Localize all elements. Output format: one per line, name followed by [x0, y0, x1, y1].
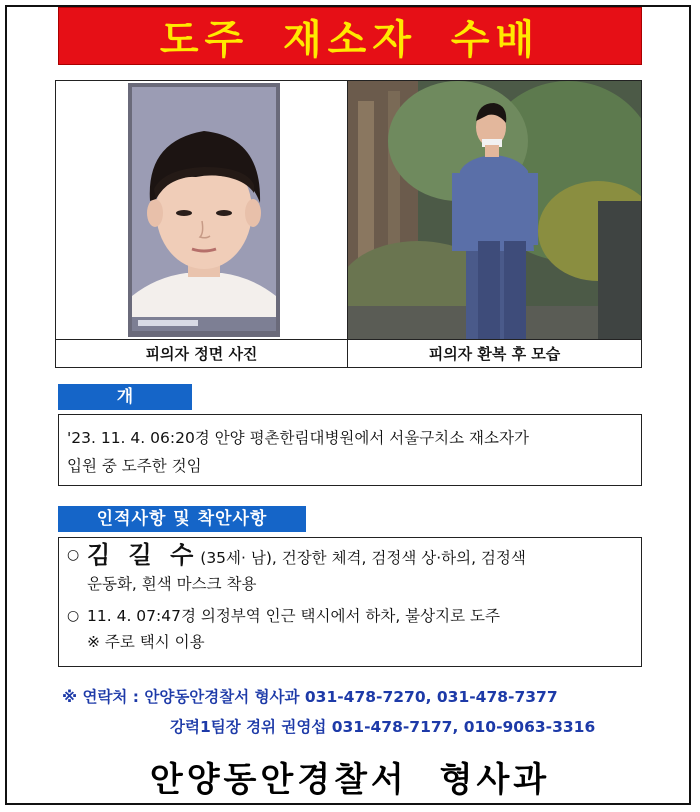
poster-title: 도주 재소자 수배: [159, 16, 541, 63]
photo-caption-row: [56, 339, 641, 367]
front-photo-caption: 피의자 정면 사진: [56, 340, 348, 368]
person-line-2: 운동화, 흰색 마스크 착용: [87, 575, 257, 593]
footer-station: 안양동안경찰서 형사과: [149, 760, 551, 800]
contact-line-1: ※ 연락처 : 안양동안경찰서 형사과 031-478-7270, 031-478-7377: [62, 688, 558, 706]
escape-line-2: ※ 주로 택시 이용: [87, 633, 205, 651]
circle-bullet-icon: ○: [67, 547, 80, 563]
person-line-1: [87, 542, 526, 571]
overview-box: [58, 414, 642, 486]
circle-bullet-icon: ○: [67, 608, 80, 624]
after-photo-caption: 피의자 환복 후 모습: [428, 345, 561, 363]
details-label: 인적사항 및 착안사항: [58, 506, 306, 532]
photo-grid: [55, 80, 642, 368]
suspect-name: 김 길 수: [87, 541, 199, 569]
person-item: [67, 542, 633, 571]
overview-line-2: 입원 중 도주한 것임: [67, 457, 202, 475]
suspect-front-photo-cell: [56, 81, 348, 339]
title-banner: [58, 7, 642, 65]
overview-label: 개 요: [58, 384, 192, 410]
details-box: [58, 537, 642, 667]
escape-line-1: 11. 4. 07:47경 의정부역 인근 택시에서 하차, 불상지로 도주: [87, 607, 500, 625]
overview-line-1: '23. 11. 4. 06:20경 안양 평촌한림대병원에서 서울구치소 재소자가: [67, 429, 529, 447]
suspect-front-photo: [56, 81, 346, 339]
suspect-after-photo: [348, 81, 641, 339]
escape-item: [67, 603, 633, 629]
person-description: (35세· 남), 건장한 체격, 검정색 상·하의, 검정색: [200, 549, 526, 567]
contact-info: [62, 682, 595, 742]
suspect-after-photo-cell: [348, 81, 641, 339]
contact-line-2: 강력1팀장 경위 권영섭 031-478-7177, 010-9063-3316: [170, 718, 596, 736]
